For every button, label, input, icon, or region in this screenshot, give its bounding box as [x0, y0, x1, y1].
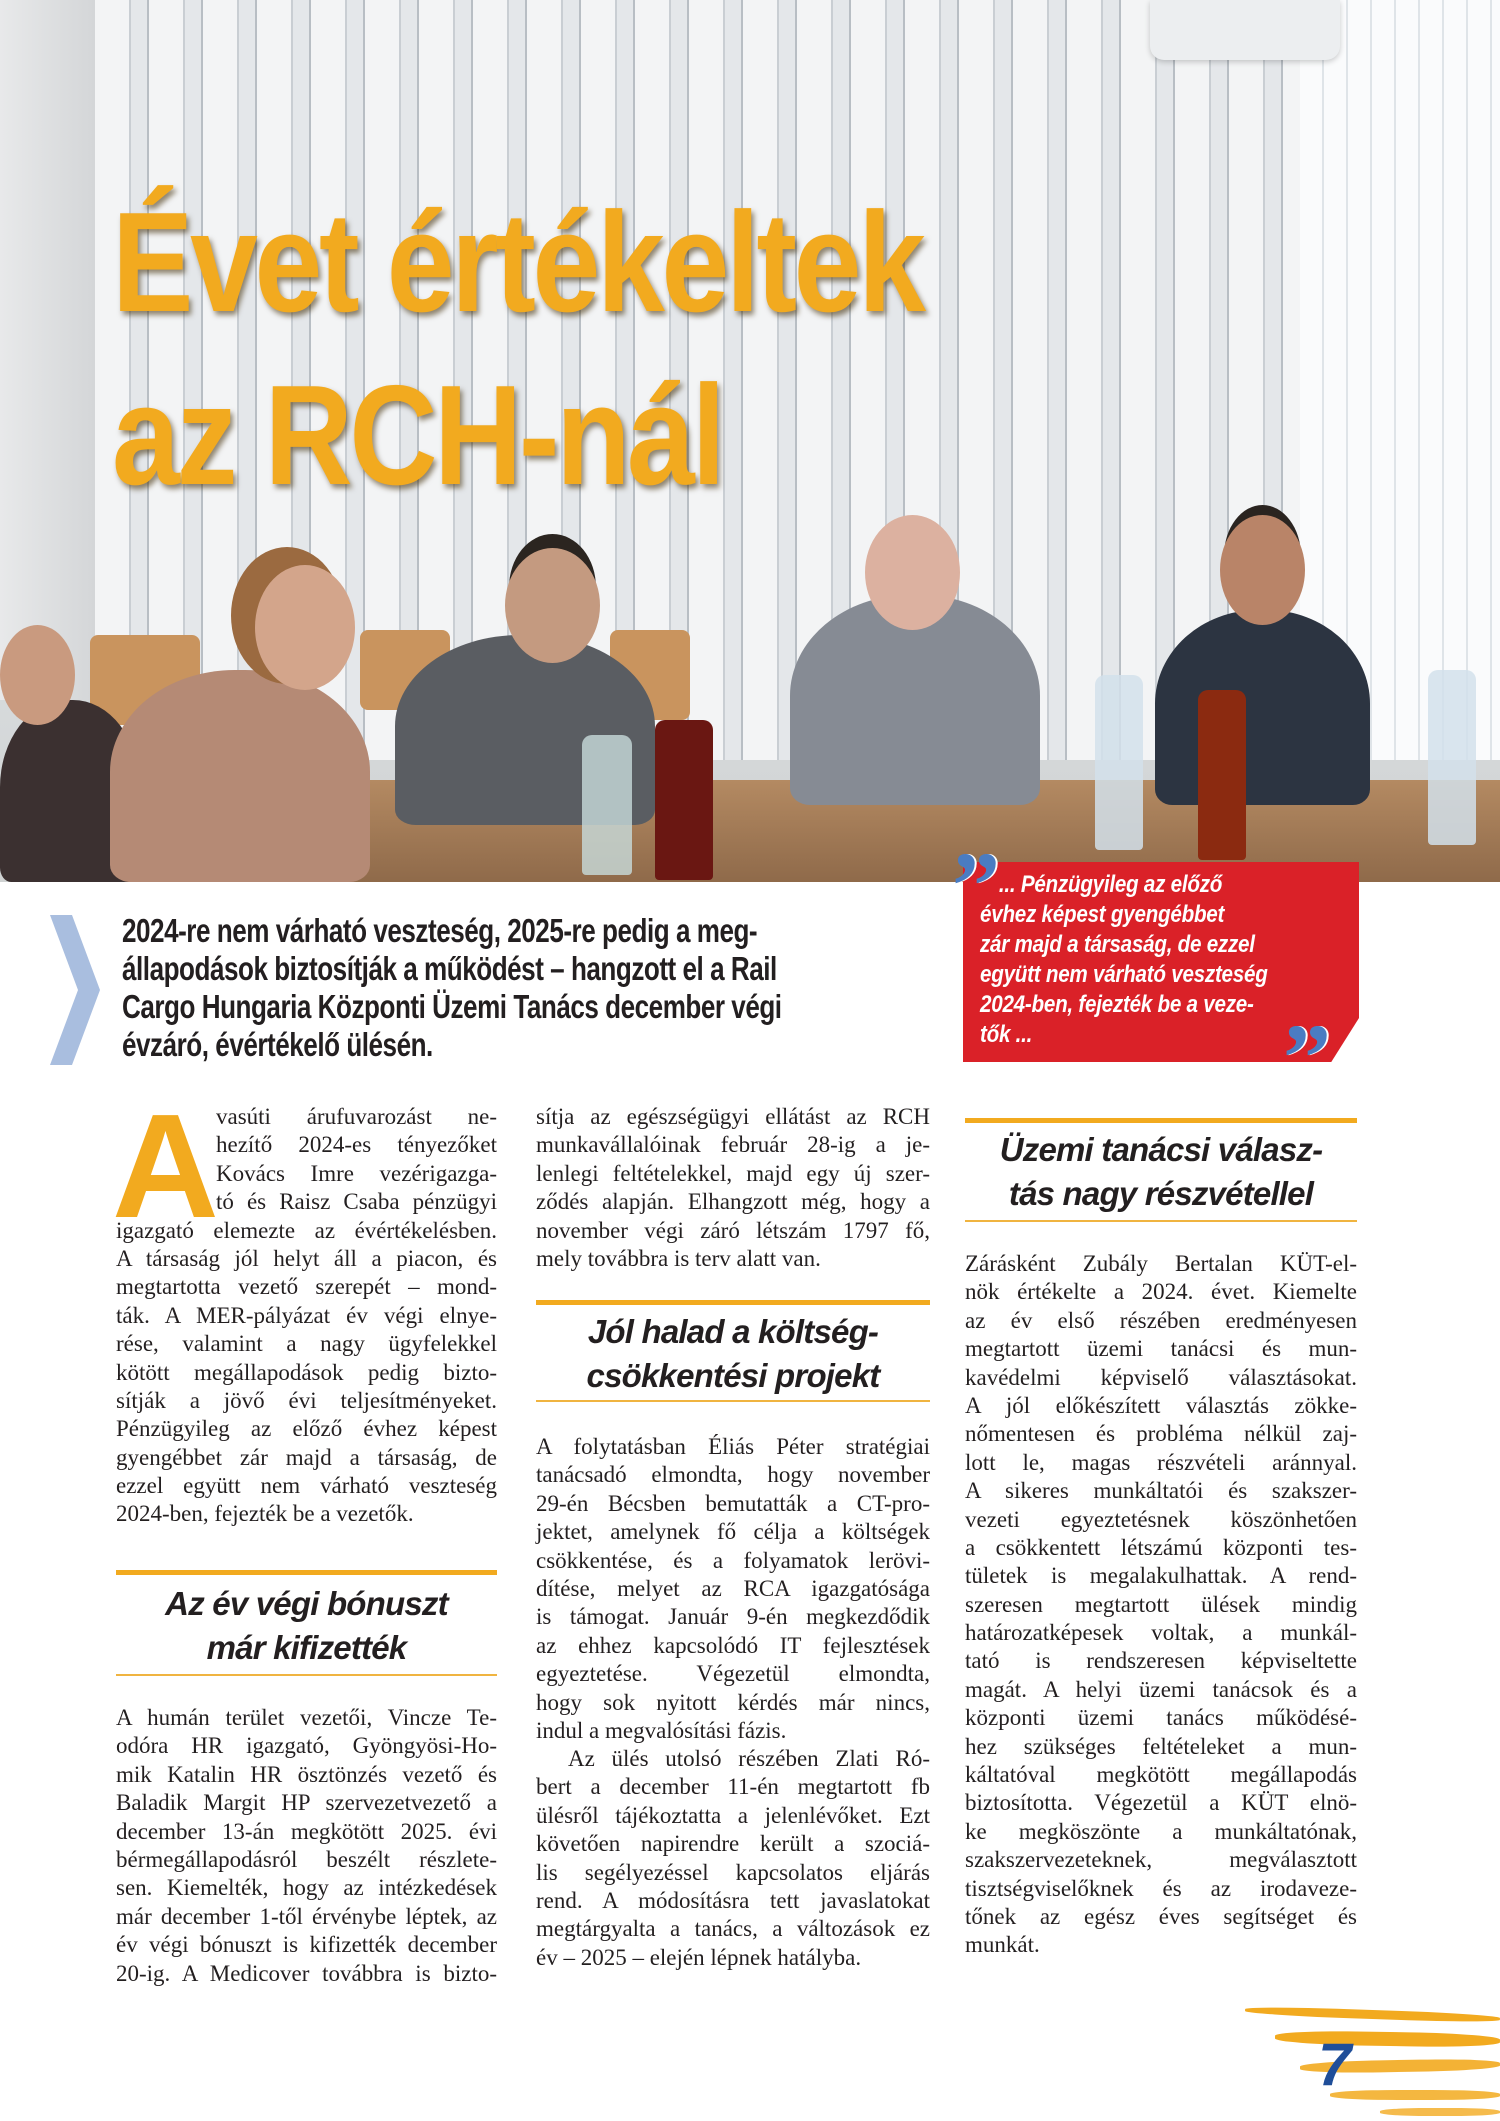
text-line: mely továbbra is terv alatt van. — [536, 1245, 821, 1271]
text-line: gyengébbet zár majd a társaság, de — [116, 1444, 497, 1470]
text-line: lott le, magas részvételi aránnyal. — [965, 1449, 1357, 1475]
text-line: állapodások biztosítják a működést – hangzott el a Rail — [122, 950, 777, 987]
text-line: biztosította. Végezetül a KÜT elnö- — [965, 1790, 1357, 1816]
water-bottle — [1095, 675, 1143, 850]
chevron-right-icon — [50, 915, 100, 1065]
text-line: 29-én Bécsben bemutatták a CT-pro- — [536, 1490, 930, 1516]
text-line: Pénzügyileg az előző évhez képest — [116, 1416, 497, 1442]
section-rule — [965, 1220, 1357, 1222]
text-line: tisztségviselőknek és az irodaveze- — [965, 1875, 1357, 1901]
cost-paragraph-2 — [536, 1745, 930, 1972]
heading-line: Az év végi bónuszt — [165, 1585, 448, 1622]
section-rule — [536, 1400, 930, 1402]
text-line: bérmegállapodásról beszélt részlete- — [116, 1846, 497, 1872]
text-line: ták. A MER-pályázat év végi elnye- — [116, 1302, 497, 1328]
text-line: sítják a jövő évi teljesítményeket. — [116, 1387, 497, 1413]
text-line: 2024-ben, fejezték be a veze- — [980, 991, 1254, 1018]
section-rule — [116, 1570, 497, 1575]
text-line: ülésről tájékoztatta a jelenlévőket. Ezt — [536, 1802, 930, 1828]
page-number: 7 — [1318, 2031, 1352, 2098]
text-line: Baladik Margit HP szervezetvezető a — [116, 1790, 497, 1816]
section-heading-cost — [536, 1310, 930, 1398]
section-heading-election — [965, 1128, 1357, 1216]
text-line: együtt nem várható veszteség — [980, 961, 1268, 988]
text-line: rend. A módosításra tett javaslatokat — [536, 1887, 930, 1913]
heading-line: csökkentési projekt — [586, 1357, 880, 1394]
text-line: az ehhez kapcsolódó IT fejlesztések — [536, 1632, 930, 1658]
text-line: munkavállalóinak február 28-ig a je- — [536, 1132, 930, 1158]
text-line: megtartotta vezető szerepét – mond- — [116, 1274, 497, 1300]
text-line: A sikeres munkáltatói és szakszer- — [965, 1478, 1357, 1504]
person-head — [0, 625, 75, 725]
water-bottle — [582, 735, 632, 875]
text-line: év – 2025 – elején lépnek hatályba. — [536, 1944, 862, 1970]
bonus-paragraph — [116, 1704, 497, 1988]
text-line: Kovács Imre vezérigazga- — [216, 1160, 497, 1186]
person-head — [1220, 515, 1305, 625]
text-line: egyeztetése. Végezetül elmondta, — [536, 1661, 930, 1687]
text-line: tó és Raisz Csaba pénzügyi — [216, 1189, 497, 1215]
text-line: hez szükséges feltételeket a mun- — [965, 1733, 1357, 1759]
text-line: év végi bónuszt is kifizették december — [116, 1932, 497, 1958]
text-line: ke megköszönte a munkáltatónak, — [965, 1818, 1357, 1844]
text-line: ... Pénzügyileg az előző — [998, 871, 1223, 898]
text-line: határozatképesek voltak, a munkál- — [965, 1620, 1357, 1646]
text-line: káltatóval megkötött megállapodás — [965, 1762, 1357, 1788]
text-line: csökkentése, és a folyamatok lerövi- — [536, 1547, 930, 1573]
text-line: nőmentesen és probléma nélkül zaj- — [965, 1421, 1357, 1447]
text-line: nök értékelte a 2024. évet. Kiemelte — [965, 1279, 1357, 1305]
text-line: igazgató elemezte az évértékelésben. — [116, 1217, 497, 1243]
text-line: bert a december 11-én megtartott fb — [536, 1774, 930, 1800]
text-line: tató is rendszeresen képviseltette — [965, 1648, 1357, 1674]
bonus-paragraph-continued — [536, 1103, 930, 1273]
text-line: szakszervezeteknek, megválasztott — [965, 1847, 1357, 1873]
heading-line: Jól halad a költség- — [587, 1313, 879, 1350]
text-line: sen. Kiemelték, hogy az intézkedések — [116, 1875, 497, 1901]
text-line: tők ... — [980, 1021, 1033, 1048]
text-line: munkát. — [965, 1932, 1040, 1958]
section-rule — [116, 1674, 497, 1676]
text-line: vezeti egyeztetésnek köszönhetően — [965, 1506, 1357, 1532]
text-line: az év első részében eredményesen — [965, 1307, 1357, 1333]
quote-close-icon: ” — [1283, 1004, 1331, 1111]
text-line: A jól előkészített választás zökke- — [965, 1392, 1357, 1418]
text-line: november végi záró létszám 1797 fő, — [536, 1217, 930, 1243]
text-line: Az ülés utolsó részében Zlati Ró- — [568, 1746, 930, 1771]
text-line: évhez képest gyengébbet — [980, 901, 1225, 928]
person — [1155, 610, 1370, 805]
text-line: Zárásként Zubály Bertalan KÜT-el- — [965, 1251, 1357, 1276]
text-line: Cargo Hungaria Központi Üzemi Tanács december végi — [122, 988, 782, 1025]
text-line: jektet, amelynek fő célja a költségek — [536, 1519, 930, 1545]
text-line: hezítő 2024-es tényezőket — [216, 1132, 497, 1158]
section-heading-bonus — [116, 1582, 497, 1670]
text-line: évzáró, évértékelő ülésén. — [122, 1026, 433, 1063]
person-head — [505, 548, 600, 663]
drop-cap: A — [112, 1084, 219, 1249]
text-line: hogy sok nyitott kérdés már nincs, — [536, 1689, 930, 1715]
person — [110, 670, 370, 882]
water-bottle — [1428, 670, 1476, 845]
text-line: már december 1-től érvénybe léptek, az — [116, 1903, 497, 1929]
text-line: odóra HR igazgató, Gyöngyösi-Ho- — [116, 1733, 497, 1759]
text-line: lenlegi feltételekkel, majd egy új szer- — [536, 1160, 930, 1186]
text-line: követően napirendre került a szociá- — [536, 1831, 930, 1857]
heading-line: Üzemi tanácsi válasz- — [999, 1131, 1323, 1168]
quote-open-icon: ” — [952, 832, 1000, 939]
text-line: 2024-ben, fejezték be a vezetők. — [116, 1501, 414, 1527]
wall — [0, 0, 95, 700]
text-line: magát. A helyi üzemi tanácsok és a — [965, 1676, 1357, 1702]
text-line: tőnek az egész éves segítséget és — [965, 1903, 1357, 1929]
text-line: megtárgyalta a tanács, a változások ez — [536, 1916, 930, 1942]
person-head — [255, 565, 355, 690]
cola-bottle — [655, 720, 713, 880]
text-line: a csökkentett létszámú központi tes- — [965, 1534, 1357, 1560]
text-line: 20-ig. A Medicover továbbra is bizto- — [116, 1960, 497, 1986]
cost-paragraph-1 — [536, 1433, 930, 1745]
text-line: is támogat. Január 9-én megkezdődik — [536, 1604, 930, 1630]
text-line: tanácsadó elmondta, hogy november — [536, 1462, 930, 1488]
text-line: december 13-án megkötött 2025. évi — [116, 1818, 497, 1844]
text-line: lis segélyezéssel kapcsolatos eljárás — [536, 1859, 930, 1885]
text-line: mik Katalin HR ösztönzés vezető és — [116, 1761, 497, 1787]
text-line: A folytatásban Éliás Péter stratégiai — [536, 1434, 930, 1459]
text-line: A társaság jól helyt áll a piacon, és — [116, 1245, 497, 1271]
section-rule — [536, 1300, 930, 1305]
title-line: Évet értékeltek — [112, 183, 923, 342]
text-line: ezzel együtt nem várható veszteség — [116, 1473, 497, 1499]
text-line: rése, valamint a nagy ügyfelekkel — [116, 1331, 497, 1357]
text-line: kavédelmi képviselő választásokat. — [965, 1364, 1357, 1390]
text-line: megtartott üzemi tanácsi és mun- — [965, 1336, 1357, 1362]
text-line: központi üzemi tanács működésé- — [965, 1705, 1357, 1731]
juice-bottle — [1198, 690, 1246, 860]
text-line: szeresen megtartott ülések mindig — [965, 1591, 1357, 1617]
title-line: az RCH-nál — [112, 356, 723, 515]
heading-line: már kifizették — [206, 1629, 407, 1666]
heading-line: tás nagy részvétellel — [1008, 1175, 1314, 1212]
text-line: ződés alapján. Elhangzott még, hogy a — [536, 1189, 930, 1215]
text-line: kötött megállapodások pedig bizto- — [116, 1359, 497, 1385]
person-head — [865, 515, 960, 630]
text-line: zár majd a társaság, de ezzel — [980, 931, 1255, 958]
projector — [1150, 0, 1340, 60]
section-rule — [965, 1118, 1357, 1123]
text-line: dítése, melyet az RCA igazgatósága — [536, 1575, 930, 1601]
text-line: 2024-re nem várható veszteség, 2025-re pedig a meg- — [122, 912, 758, 949]
text-line: sítja az egészségügyi ellátást az RCH — [536, 1104, 930, 1129]
election-paragraph — [965, 1250, 1357, 1960]
text-line: indul a megvalósítási fázis. — [536, 1717, 787, 1743]
text-line: A humán terület vezetői, Vincze Te- — [116, 1705, 497, 1730]
text-line: vasúti árufuvarozást ne- — [216, 1104, 497, 1129]
text-line: tületek is megalakulhattak. A rend- — [965, 1563, 1357, 1589]
intro-paragraph — [116, 1103, 497, 1529]
